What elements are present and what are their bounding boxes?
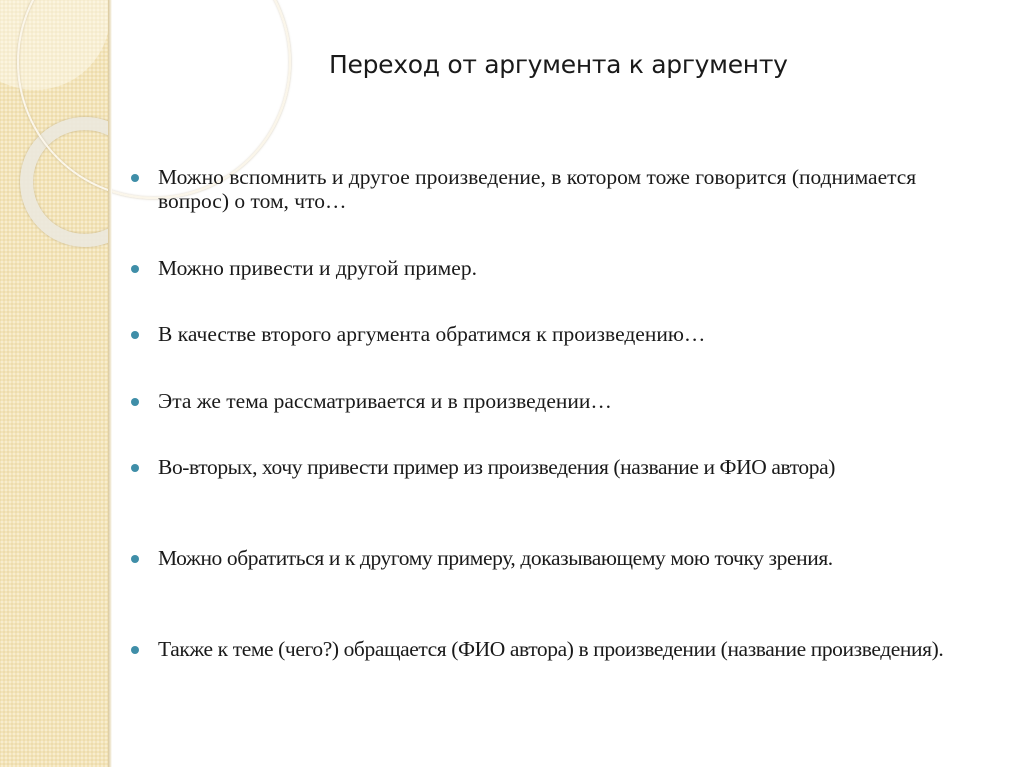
bullet-text: Можно привести и другой пример. xyxy=(158,256,477,280)
bullet-item xyxy=(128,165,1008,213)
bullet-item xyxy=(128,389,1024,413)
bullet-dot-icon xyxy=(131,174,139,182)
bullet-dot-icon xyxy=(131,464,139,472)
slide-content xyxy=(112,0,1024,767)
bullet-item xyxy=(128,256,1024,280)
bullet-dot-icon xyxy=(131,331,139,339)
bullet-text: Во-вторых, хочу привести пример из произведения (название и ФИО автора) xyxy=(158,455,836,479)
bullet-dot-icon xyxy=(131,555,139,563)
bullet-list xyxy=(128,165,1008,213)
bullet-text: Также к теме (чего?) обращается (ФИО автора) в произведении (название произведения). xyxy=(158,637,944,661)
bullet-text: В качестве второго аргумента обратимся к произведению… xyxy=(158,322,706,346)
bullet-item xyxy=(128,546,938,570)
bullet-text: Эта же тема рассматривается и в произведении… xyxy=(158,389,612,413)
bullet-dot-icon xyxy=(131,265,139,273)
slide-title: Переход от аргумента к аргументу xyxy=(329,50,788,79)
bullet-item xyxy=(128,637,1008,661)
bullet-dot-icon xyxy=(131,646,139,654)
bullet-item xyxy=(128,322,1024,346)
bullet-text: Можно обратиться и к другому примеру, доказывающему мою точку зрения. xyxy=(158,546,833,570)
bullet-item xyxy=(128,455,948,479)
bullet-text: Можно вспомнить и другое произведение, в котором тоже говорится (поднимается вопрос) о том, что… xyxy=(158,165,917,213)
bullet-dot-icon xyxy=(131,398,139,406)
